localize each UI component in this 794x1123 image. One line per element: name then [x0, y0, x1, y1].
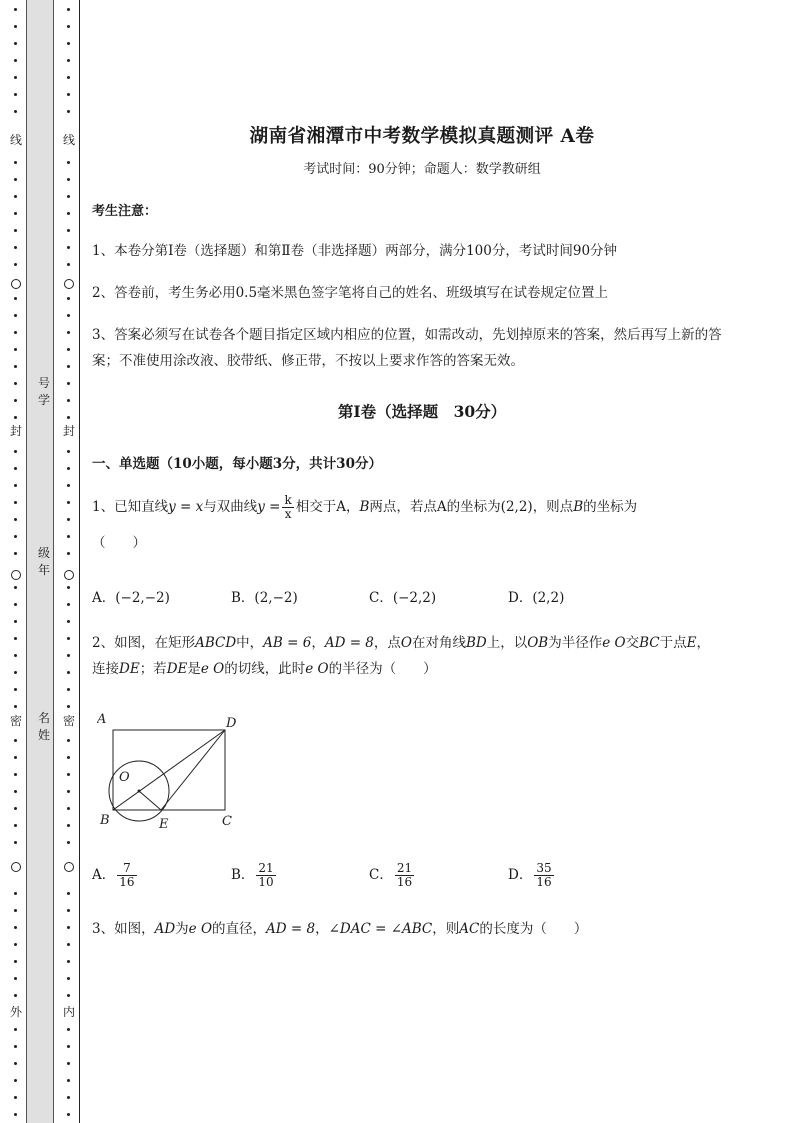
section-title: 第I卷（选择题 30分） [337, 402, 507, 421]
binding-dot [14, 1028, 17, 1031]
binding-dot [67, 195, 70, 198]
binding-dot [67, 807, 70, 810]
binding-dot [67, 977, 70, 980]
inner-mark-mi: 密 [62, 714, 75, 728]
binding-dot [14, 331, 17, 334]
q2-math: AB = 6 [263, 635, 312, 651]
binding-dot [14, 382, 17, 385]
binding-dot [67, 535, 70, 538]
binding-dot [14, 42, 17, 45]
inner-mark-xian: 线 [62, 133, 75, 147]
label-d: D [226, 716, 237, 731]
binding-dot [14, 93, 17, 96]
inner-dotted-line [62, 0, 76, 1123]
q3-math: AC [459, 921, 480, 937]
exam-subtitle: 考试时间：90分钟；命题人：数学教研组 [303, 162, 541, 177]
q3-text: 的直径， [212, 921, 267, 937]
exam-title: 湖南省湘潭市中考数学模拟真题测评 A卷 [249, 126, 595, 147]
part-heading: 一、单选题（10小题，每小题3分，共计30分） [92, 456, 382, 472]
option-label: C． [369, 590, 393, 606]
label-e: E [159, 817, 169, 832]
q1-option-b[interactable] [231, 586, 298, 606]
q2-math: DE [119, 661, 140, 677]
q2-text: 是 [187, 661, 201, 677]
q3-text: 的长度为（ ） [479, 921, 588, 937]
binding-dot [14, 8, 17, 11]
binding-dot [67, 892, 70, 895]
binding-dot [67, 518, 70, 521]
segment-de [161, 730, 225, 810]
fraction-numerator: 7 [117, 862, 136, 876]
binding-dot [14, 229, 17, 232]
q1-line-equation: y = x [168, 499, 204, 515]
binding-dot [14, 790, 17, 793]
q1-option-a[interactable] [92, 586, 170, 606]
fraction-denominator: x [284, 507, 292, 521]
q1-point-b: B [359, 499, 370, 515]
fraction-numerator: 21 [258, 861, 274, 875]
q2-text: ， [696, 635, 710, 651]
q3-text: ，则 [432, 921, 460, 937]
binding-dot [67, 110, 70, 113]
q2-text: 在对角线 [411, 635, 466, 651]
binding-dot [67, 1028, 70, 1031]
binding-dot [67, 841, 70, 844]
q3-math: AD [154, 921, 176, 937]
binding-dot [14, 739, 17, 742]
binding-dot [14, 212, 17, 215]
binding-dot [14, 314, 17, 317]
binding-dot [14, 348, 17, 351]
binding-dot [67, 1079, 70, 1082]
binding-dot [67, 8, 70, 11]
q2-option-b[interactable] [231, 862, 278, 889]
binding-dot [14, 25, 17, 28]
fraction-numerator: 35 [536, 861, 552, 875]
fraction-numerator: 21 [396, 861, 413, 875]
q2-text: 的半径为（ ） [328, 661, 437, 677]
binding-dot [67, 1062, 70, 1065]
q3-math: e O [188, 921, 213, 937]
note-item-3: 3、答案必须写在试卷各个题目指定区域内相应的位置，如需改动，先划掉原来的答案，然后再写上新的答案；不准使用涂改液、胶带纸、修正带，不按以上要求作答的答案无效。 [92, 327, 722, 369]
q2-text: 于点 [659, 635, 687, 651]
inner-circle-mark [64, 570, 74, 580]
binding-dot [67, 756, 70, 759]
binding-dot [14, 773, 17, 776]
fraction-denominator: 10 [258, 875, 274, 889]
q2-math: e O [602, 635, 626, 651]
outer-circle-mark [11, 570, 21, 580]
inner-circle-mark [64, 862, 74, 872]
binding-dot [67, 297, 70, 300]
binding-dot [67, 161, 70, 164]
inner-mark-nei: 内 [62, 1005, 75, 1019]
binding-dot [14, 450, 17, 453]
fraction-denominator: 16 [536, 875, 552, 889]
question-3 [92, 916, 752, 943]
option-label: B． [231, 867, 255, 883]
inner-circle-mark [64, 279, 74, 289]
binding-dot [14, 909, 17, 912]
binding-dot [14, 1079, 17, 1082]
q2-option-a[interactable] [92, 862, 139, 889]
binding-dot [67, 603, 70, 606]
binding-dot [14, 637, 17, 640]
binding-dot [67, 688, 70, 691]
binding-dot [67, 450, 70, 453]
binding-dot [67, 773, 70, 776]
binding-dot [67, 246, 70, 249]
binding-dot [14, 484, 17, 487]
binding-dot [14, 501, 17, 504]
binding-dot [67, 654, 70, 657]
option-fraction [395, 862, 414, 889]
q1-hyperbola-lhs: y = [257, 499, 281, 515]
q1-point-b: B [573, 499, 584, 515]
option-label: D． [508, 867, 533, 883]
q2-math: ABCD [195, 635, 237, 651]
binding-dot [14, 960, 17, 963]
note-item-2: 2、答卷前，考生务必用0.5毫米黑色签字笔将自己的姓名、班级填写在试卷规定位置上 [92, 285, 609, 301]
binding-dot [14, 518, 17, 521]
center-point-o [138, 790, 141, 793]
option-fraction [534, 862, 553, 889]
binding-dot [14, 110, 17, 113]
binding-dot [67, 212, 70, 215]
binding-dot [67, 399, 70, 402]
note-item-1: 1、本卷分第I卷（选择题）和第Ⅱ卷（非选择题）两部分，满分100分，考试时间90分钟 [92, 243, 618, 259]
option-fraction [256, 862, 275, 889]
question-2-line-2 [92, 656, 752, 683]
binding-dot [14, 59, 17, 62]
binding-dot [67, 314, 70, 317]
diagonal-bd [113, 730, 225, 810]
binding-dot [67, 229, 70, 232]
binding-dot [14, 416, 17, 419]
q2-math: DE [166, 661, 188, 677]
q1-coordinate: (2,2) [500, 499, 533, 515]
q2-text: ， [311, 635, 325, 651]
binding-dot [67, 960, 70, 963]
q2-option-c[interactable] [369, 862, 416, 889]
q2-math: AD = 8 [324, 635, 374, 651]
q3-text: 为 [175, 921, 189, 937]
q1-text: 与双曲线 [203, 499, 258, 515]
option-label: A． [92, 590, 116, 606]
binding-dot [67, 671, 70, 674]
option-value: (−2,2) [392, 590, 437, 606]
option-value: (2,2) [532, 590, 565, 606]
notes-heading: 考生注意： [92, 204, 158, 219]
binding-dot [67, 739, 70, 742]
binding-dot [14, 399, 17, 402]
binding-dot [67, 93, 70, 96]
option-value: (2,−2) [254, 590, 298, 606]
binding-dot [67, 76, 70, 79]
binding-dot [14, 1096, 17, 1099]
binding-dot [67, 620, 70, 623]
option-fraction [117, 862, 136, 889]
fraction-numerator: k [284, 493, 292, 507]
binding-dot [67, 824, 70, 827]
binding-dot [67, 25, 70, 28]
binding-dot [14, 943, 17, 946]
binding-dot [14, 841, 17, 844]
student-number-label: 号 学 [37, 376, 50, 407]
binding-dot [14, 365, 17, 368]
binding-dot [67, 501, 70, 504]
outer-circle-mark [11, 279, 21, 289]
radius-oe [139, 791, 161, 810]
binding-dot [14, 76, 17, 79]
binding-dot [14, 892, 17, 895]
q2-text: 连接 [92, 661, 119, 677]
binding-dot [14, 926, 17, 929]
binding-dot [67, 59, 70, 62]
label-c: C [222, 814, 232, 829]
binding-dot [67, 943, 70, 946]
q2-text: ；若 [139, 661, 167, 677]
q1-option-c[interactable] [369, 586, 436, 606]
binding-dot [67, 331, 70, 334]
question-1 [92, 494, 752, 521]
inner-mark-feng: 封 [62, 424, 75, 438]
binding-dot [14, 977, 17, 980]
q2-text: 为半径作 [548, 635, 603, 651]
q3-text: 3、如图， [92, 921, 155, 937]
binding-dot [67, 484, 70, 487]
binding-margin [0, 0, 82, 1123]
question-2 [92, 630, 752, 657]
binding-dot [14, 263, 17, 266]
binding-dot [67, 586, 70, 589]
outer-mark-mi: 密 [9, 714, 22, 728]
label-b: B [100, 813, 110, 828]
option-label: C． [369, 867, 393, 883]
q1-answer-blank: （ ） [92, 535, 146, 551]
binding-dot [14, 1062, 17, 1065]
q2-text: 上，以 [486, 635, 528, 651]
binding-dot [14, 688, 17, 691]
q2-text: 2、如图，在矩形 [92, 635, 196, 651]
binding-dot [14, 246, 17, 249]
binding-dot [14, 467, 17, 470]
binding-dot [67, 790, 70, 793]
binding-dot [14, 705, 17, 708]
binding-dot [14, 620, 17, 623]
binding-dot [67, 1113, 70, 1116]
binding-dot [14, 297, 17, 300]
margin-border-line [79, 0, 80, 1123]
q2-math: E [686, 635, 697, 651]
label-o: O [119, 770, 130, 785]
binding-dot [67, 909, 70, 912]
option-value: (−2,−2) [115, 590, 170, 606]
q2-text: 交 [625, 635, 640, 651]
name-label: 名 姓 [37, 711, 50, 742]
binding-dot [67, 926, 70, 929]
binding-dot [67, 382, 70, 385]
binding-dot [67, 994, 70, 997]
binding-dot [14, 161, 17, 164]
q1-text: 相交于A， [295, 499, 360, 515]
outer-mark-xian: 线 [9, 133, 22, 147]
binding-dot [14, 178, 17, 181]
binding-dot [67, 552, 70, 555]
q2-math: e O [305, 661, 329, 677]
binding-dot [14, 824, 17, 827]
outer-circle-mark [11, 862, 21, 872]
q2-math: BD [465, 635, 487, 651]
binding-dot [67, 1045, 70, 1048]
q2-text: 中， [236, 635, 264, 651]
outer-mark-wai: 外 [9, 1005, 22, 1019]
binding-dot [67, 1096, 70, 1099]
q1-fraction [282, 494, 293, 521]
binding-dot [67, 416, 70, 419]
q3-math: ∠DAC = ∠ABC [328, 921, 433, 937]
binding-dot [14, 586, 17, 589]
q2-option-d[interactable] [508, 862, 556, 889]
option-label: D． [508, 590, 533, 606]
q3-math: AD = 8 [266, 921, 316, 937]
outer-mark-feng: 封 [9, 424, 22, 438]
q1-text: 的坐标为 [583, 499, 638, 515]
binding-dot [14, 671, 17, 674]
fraction-denominator: 16 [396, 875, 413, 889]
q2-math: e O [200, 661, 225, 677]
binding-dot [14, 535, 17, 538]
q2-text: 的切线，此时 [224, 661, 306, 677]
binding-dot [14, 1045, 17, 1048]
binding-dot [67, 348, 70, 351]
q1-text: 两点，若点A的坐标为 [369, 499, 501, 515]
q2-math: O [400, 635, 412, 651]
q1-text: ，则点 [532, 499, 574, 515]
q2-math: OB [527, 635, 549, 651]
q3-text: ， [315, 921, 329, 937]
q2-text: ，点 [373, 635, 401, 651]
binding-dot [14, 552, 17, 555]
option-label: B． [231, 590, 255, 606]
binding-dot [14, 603, 17, 606]
q2-math: BC [639, 635, 660, 651]
q2-geometry-figure [97, 705, 247, 835]
binding-dot [67, 42, 70, 45]
grade-label: 级 年 [37, 546, 50, 577]
binding-dot [67, 637, 70, 640]
fraction-denominator: 16 [119, 875, 135, 889]
q1-option-d[interactable] [508, 586, 564, 606]
label-a: A [97, 712, 107, 727]
binding-dot [67, 365, 70, 368]
binding-dot [67, 467, 70, 470]
binding-dot [14, 994, 17, 997]
binding-dot [67, 263, 70, 266]
binding-dot [14, 195, 17, 198]
binding-dot [14, 807, 17, 810]
outer-dotted-line [9, 0, 23, 1123]
binding-dot [14, 756, 17, 759]
q1-text: 1、已知直线 [92, 499, 169, 515]
binding-dot [67, 178, 70, 181]
option-label: A． [92, 867, 116, 883]
binding-dot [14, 654, 17, 657]
binding-dot [14, 1113, 17, 1116]
binding-dot [67, 705, 70, 708]
